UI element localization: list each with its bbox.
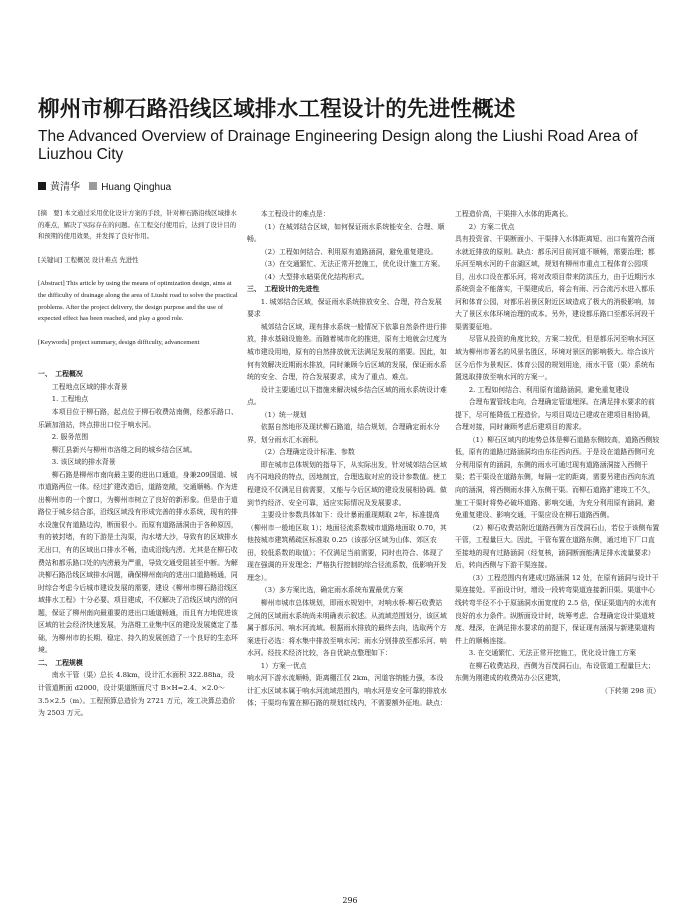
paragraph: 2. 工程如何结合、利用原有道路涵洞，避免重复建设 <box>468 385 630 394</box>
paragraph: 依据自然地形及现状柳石路道，结合规划，合理确定雨水分界，划分雨水汇水面积。 <box>247 423 440 444</box>
paragraph: 柳石路是柳州市南向最主要的进出口通道，身兼209国道、城市道路两位一体。经过扩建改造后，道路宽敞，交通顺畅。作为进出柳州市的一个窗口，为柳州市树立了良好的新形象。但是由于道路位于城乡结合部，沿线区域没有形成完善的排水系统，现有的排水设施仅有道路边沟，断面很小。而原有道路涵洞由于各种原因，有的被封堵，有的下游是土沟渠，沟水堵大沙，导致有的区域排水无出口，有的区域出口排水不畅，造成沿线内涝。尤其是在柳石收费站和都乐路口处的内涝最为严重，导致交通受阻甚至中断。为解决柳石路沿线区域排水问题，确保柳州南向的进出口道路畅通，同时综合考虑今后城市建设发展的需要，建设《柳州市柳石路沿线区域排水工程》十分必要。项目建成，不仅解决了沿线区域内涝的问题，保证了柳州南向最重要的进出口通道畅通，而且有力地促进该区域的社会经济快速发展，为洛维工业集中区的建设发展奠定了基础，为柳州市的长期、稳定、持久的发展创造了一个良好的生态环境。 <box>38 470 238 655</box>
spacer <box>38 348 238 368</box>
paragraph: 具有投资省、干渠断面小、干渠排入水体距离短、出口布置符合雨水就近排放的原则。缺点：都乐河目前河道不顺畅，需要治理；都乐河至响水河的千亩湖区域，规划有柳州市重点工程体育公园项目，出水口设在都乐河，将对改项目带来防洪压力，由于近期污水系统资金不能落实，干渠建成后，将会有雨、污合流污水进入都乐河和体育公园，对都乐岩景区附近区域造成了极大的消极影响，加大了景区水体环境治理的成本。另外，建设都乐路口至都乐河段干渠需要征地。 <box>455 235 655 331</box>
paragraph: （2）工程如何结合、利用原有道路涵洞，避免重复建设。 <box>260 247 438 256</box>
paragraph: 南水干管（渠）总长 4.8km，设计汇水面积 322.88ha，设计管道断面 d2000，设计渠道断面尺寸 B×H=2.4、×2.0～3.5×2.5（m）。工程预算总造价为 2721 万元，竣工决算总造价为 2503 万元。 <box>38 671 236 718</box>
paragraph: （3）多方案比选，确定雨水系统布置最优方案 <box>260 586 403 595</box>
paragraph: 柳州市城市总体规划，即雨水规划中，对响水桥-柳石收费站之间的区域雨水系统尚未明确表示叙述。从流域范围划分，该区域属于都乐河、响水河流域。根据雨水排放的最终去向，选取两个方案进行必选：将水集中排放至响水河；雨水分别排放至都乐河、响水河。经技术经济比较，各自优缺点整理如下： <box>247 598 447 658</box>
paragraph: 1）方案一优点 <box>260 661 307 670</box>
paragraph: [关键词] 工程概况 设计难点 先进性 <box>38 255 139 264</box>
paragraph: 城郊结合区域，现有排水系统一般情况下依靠自然条件进行排放，排水基础设施差。而随着城市化的推进，原有土地就会过度为城市建设用地，原有的自然排放就无法满足发展的需要。因此，如何有效解决近期雨水排放，同时兼顾今后区域的发展，保证雨水系统的安全、合理，符合发展要求，成为了重点、难点。 <box>247 322 447 382</box>
paragraph: [Abstract] This article by using the means of optimization design, aims at the difficulty of drainage along the area of Liushi road to solve the practical problems. After the project delivery, the design purpose and the use of expected effect has been reached, and play a good role. <box>38 280 238 323</box>
paragraph: （2）柳石收费站附近道路西侧为百茂洞石山，若位于该侧布置干管，工程量巨大。因此，干管布置在道路东侧，通过地下厂口直至接地的现有过路涵洞（经复核，涵洞断面能满足排水流量要求）后，转向西侧与下游干渠连接。 <box>455 523 660 570</box>
paragraph: 3. 在交通繁忙、无法正常开挖施工，优化设计施工方案 <box>468 649 637 658</box>
paragraph: 合理布置管线走向，合理确定管道埋深。在满足排水要求的前提下，尽可能降低工程造价。与项目周边已建或在建项目相协调，合理对接，同时兼顾考虑后建项目的需求。 <box>455 398 655 432</box>
column-right <box>455 208 660 697</box>
paragraph: 尽管从投资的角度比较，方案二较优，但是都乐河至响水河区域为柳州市著名的风景名胜区，环境对景区的影响极大。综合该片区今后作为景观区、体育公园的规划用途，雨水干管（渠）系统布置选取排放至响水河的方案一。 <box>455 335 655 382</box>
paragraph: [Keywords] project summary, design difficulty, advancement <box>38 338 200 346</box>
paragraph: 设计主要通过以下措施来解决城乡结合区域的雨水系统设计难点。 <box>247 385 447 407</box>
paragraph: 在柳石收费站段，西侧为百茂洞石山，布设管道工程量巨大；东侧为刚建成的收费站办公区建筑， <box>455 661 655 683</box>
author-chinese: 黄清华 <box>50 182 80 193</box>
paragraph: 3. 该区域的排水背景 <box>51 458 116 467</box>
page-number: 296 <box>342 896 358 905</box>
paragraph: 2. 服务范围 <box>51 433 89 442</box>
paragraph: 本工程设计的难点是： <box>260 210 330 218</box>
paragraph: 主要设计参数具体如下：设计暴雨重现期取 2年，标准提高（柳州市一般地区取 1）；地面径流系数城市道路地面取 0.70，其他按城市建筑稀疏区标准取 0.25（该部分区域为山体、郊区农田，较低系数的取值）；不仅满足当前需要，同时也符合、体现了现在强调的开发理念；严格执行控制的综合径流系数，低影响开发理念）。 <box>247 511 447 582</box>
section-heading: 一、 工程概况 <box>38 370 83 379</box>
paragraph: （2）合理确定设计标准、参数 <box>260 448 355 457</box>
paragraph: [摘 要] 本文通过采用优化设计方案的手段，针对柳石路沿线区域排水的难点，解决了实际存在的问题。在工程交付使用后，达到了设计目的和预期的使用效果，并发挥了良好作用。 <box>38 209 237 241</box>
paragraph: 响水河下游水流顺畅，距离棚江仅 2km，河道容纳能力强，本设计汇水区域本属于响水河流域范围内，响水河是安全可靠的排放水体；干渠均布置在柳石路的规划红线内，不需要额外征地。缺点： <box>247 674 447 708</box>
square-bullet-icon <box>38 182 46 190</box>
paragraph: 工程地点区域的排水背景 <box>51 382 128 391</box>
title-chinese: 柳州市柳石路沿线区域排水工程设计的先进性概述 <box>38 97 516 122</box>
spacer <box>38 325 238 337</box>
paragraph: （1）统一规划 <box>260 410 307 419</box>
paragraph: 2）方案二优点 <box>468 222 515 231</box>
paragraph: 本项目位于柳石路，起点位于柳石收费站南侧，经都乐路口、乐颖加油站，终点排出口位于响水河。 <box>38 407 238 429</box>
paragraph: 即在城市总体规划的指导下，从实际出发，针对城郊结合区域内不同地段的特点，因地制宜，合理选取对应的设计参数值。使工程建设不仅满足目前需要，又能与今后区域的建设发展相协调。做到节约经济、安全可靠，适应实际情况及发展要求。 <box>247 460 447 507</box>
spacer <box>38 243 238 255</box>
author-english: Huang Qinghua <box>101 182 172 193</box>
section-heading: 二、 工程规模 <box>38 658 83 667</box>
paragraph: （1）在城郊结合区域，如何保证雨水系统能安全、合理、顺畅。 <box>247 222 445 244</box>
paragraph: 1. 工程地点 <box>51 395 89 404</box>
paragraph: 柳江县新兴与柳州市洛维之间的城乡结合区域。 <box>51 445 197 454</box>
paragraph: （3）工程范围内有建成过路涵洞 12 处，在原有涵洞与设计干渠连接处。平面设计时，增设一段转弯渠道连接新旧渠。渠道中心线转弯半径不小于原涵洞水面宽度的 2.5 倍，保证渠道内的水流有良好的水力条件。纵断面设计时，统筹考虑、合理确定设计渠道坡度、埋深，在满足排水要求的前提下，保证现有涵洞与新建渠道构件上的顺畅连接。 <box>455 573 659 645</box>
section-heading: 三、 工程设计的先进性 <box>247 285 320 294</box>
paragraph: 工程造价高，干渠排入水体的距离长。 <box>455 210 573 218</box>
paragraph: （1）柳石区域内的地势总体是柳石道路东侧较高，道路西侧较低，原有的道路过路涵洞均由东往西向西。于是设在道路西侧可充分利用原有的涵洞，东侧的雨水可通过现有道路涵洞接入西侧干渠；若干渠设在道路东侧，每隔一定的距离，需要另建由西向东流向的涵洞，将西侧雨水排入东侧干渠。而柳石道路扩建竣工不久，施工干渠时将势必破坏道路、影响交通，为充分利用原有涵洞，避免重复建设、影响交通，干渠应设在柳石道路西侧。 <box>455 435 660 520</box>
author-line <box>38 178 171 193</box>
grey-square-bullet-icon <box>89 182 97 190</box>
spacer <box>38 266 238 278</box>
paragraph: （4）大型排水暗渠优化结构形式。 <box>260 272 369 281</box>
paragraph: （下转第 298 页） <box>601 686 660 695</box>
paragraph: （3）在交通繁忙、无法正常开挖施工，优化设计施工方案。 <box>260 260 445 269</box>
paragraph: 1. 城郊结合区域，保证雨水系统排放安全、合理，符合发展要求 <box>247 297 442 319</box>
column-middle <box>247 208 447 710</box>
column-left <box>38 208 238 720</box>
title-english: The Advanced Overview of Drainage Engineering Design along the Liushi Road Area of Liuzhou City <box>38 128 638 163</box>
